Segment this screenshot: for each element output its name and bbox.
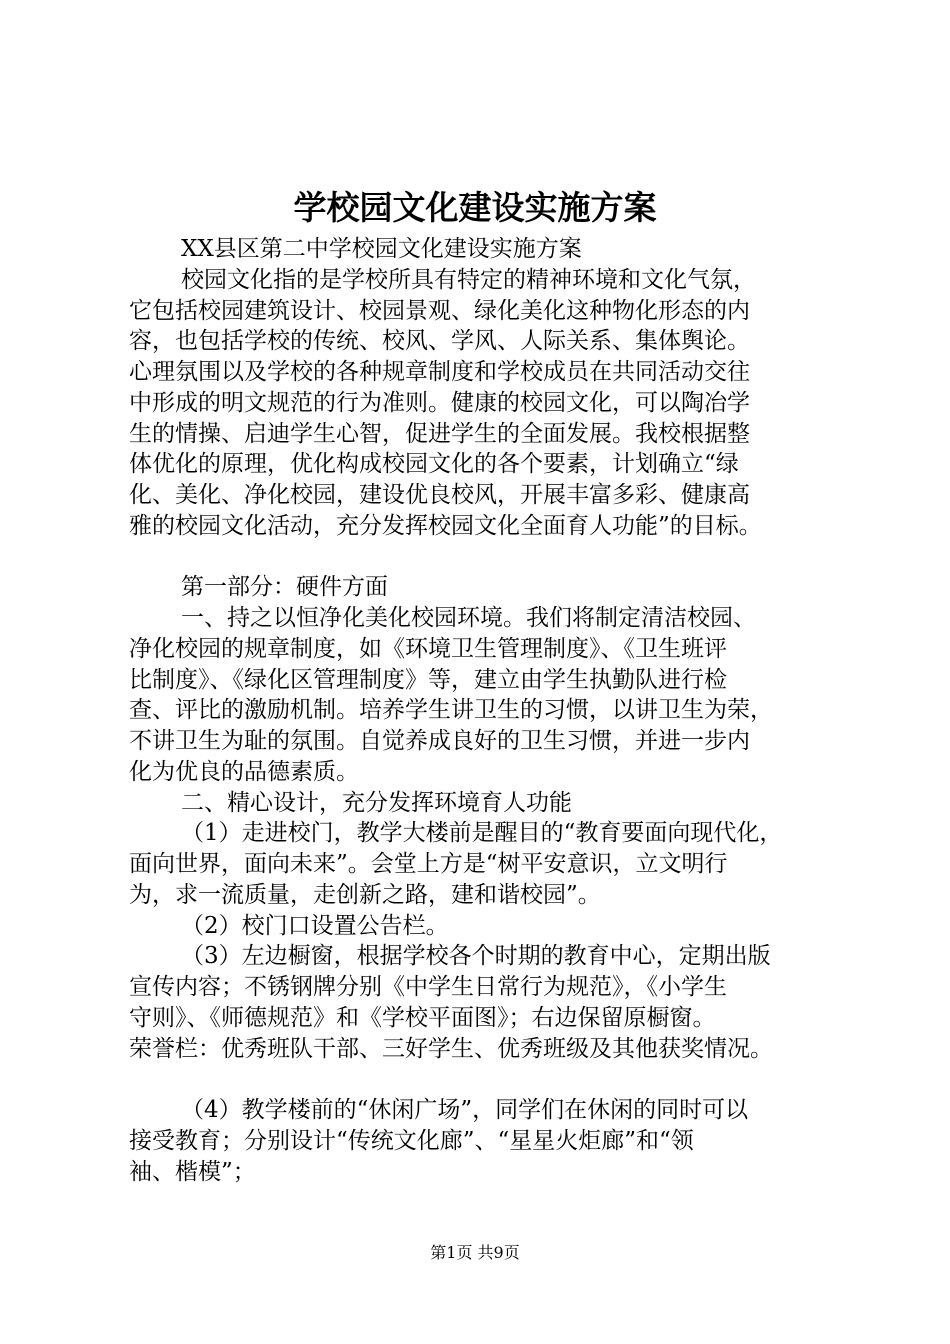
text-line: （1）走进校门，教学大楼前是醒目的“教育要面向现代化， — [181, 820, 783, 847]
text-line: 袖、楷模”； — [129, 1158, 256, 1185]
document-body — [129, 234, 859, 1187]
text-line: （3）左边橱窗，根据学校各个时期的教育中心，定期出版 — [181, 943, 771, 970]
text-line: 为，求一流质量，走创新之路，建和谐校园”。 — [129, 881, 601, 908]
text-line: 化、美化、净化校园，建设优良校风，开展丰富多彩、健康高 — [129, 482, 750, 508]
text-line: 面向世界，面向未来”。会堂上方是“树平安意识，立文明行 — [129, 851, 728, 877]
text-line: 不讲卫生为耻的氛围。自觉养成良好的卫生习惯，并进一步内 — [129, 728, 750, 754]
document-title: 学校园文化建设实施方案 — [293, 188, 657, 227]
text-line: 宣传内容；不锈钢牌分别《中学生日常行为规范》，《小学生 — [129, 974, 727, 1000]
text-line: 守则》、《师德规范》和《学校平面图》；右边保留原橱窗。 — [129, 1004, 716, 1031]
text-line: 中形成的明文规范的行为准则。健康的校园文化，可以陶冶学 — [129, 389, 750, 416]
text-line: 查、评比的激励机制。培养学生讲卫生的习惯，以讲卫生为荣， — [129, 697, 773, 724]
text-line: 二、精心设计，充分发挥环境育人功能 — [181, 789, 572, 816]
text-line: 第一部分：硬件方面 — [181, 574, 388, 601]
text-line: 荣誉栏：优秀班队干部、三好学生、优秀班级及其他获奖情况。 — [129, 1035, 773, 1062]
blank-line — [129, 1064, 859, 1095]
text-line: 接受教育；分别设计“传统文化廊”、“星星火炬廊”和“领 — [129, 1127, 694, 1154]
blank-line — [129, 542, 859, 573]
text-line: 一、持之以恒净化美化校园环境。我们将制定清洁校园、 — [181, 605, 756, 631]
text-line: （2）校门口设置公告栏。 — [181, 912, 449, 939]
text-line: 雅的校园文化活动，充分发挥校园文化全面育人功能”的目标。 — [129, 512, 762, 539]
text-line: 体优化的原理，优化构成校园文化的各个要素，计划确立“绿 — [129, 451, 739, 478]
text-line: 心理氛围以及学校的各种规章制度和学校成员在共同活动交往 — [129, 359, 750, 385]
text-line: 容，也包括学校的传统、校风、学风、人际关系、集体舆论。 — [129, 328, 750, 355]
text-line: 比制度》、《绿化区管理制度》等，建立由学生执勤队进行检 — [129, 666, 727, 693]
text-line: 生的情操、启迪学生心智，促进学生的全面发展。我校根据整 — [129, 420, 750, 447]
page-footer: 第1页 共9页 — [430, 1243, 520, 1262]
text-line: 它包括校园建筑设计、校园景观、绿化美化这种物化形态的内 — [129, 297, 750, 324]
text-line: 化为优良的品德素质。 — [129, 758, 359, 785]
text-line: XX县区第二中学校园文化建设实施方案 — [181, 236, 582, 262]
text-line: 净化校园的规章制度，如《环境卫生管理制度》、《卫生班评 — [129, 635, 727, 662]
text-line: （4）教学楼前的“休闲广场”，同学们在休闲的同时可以 — [181, 1097, 749, 1123]
text-line: 校园文化指的是学校所具有特定的精神环境和文化气氛， — [181, 266, 756, 293]
